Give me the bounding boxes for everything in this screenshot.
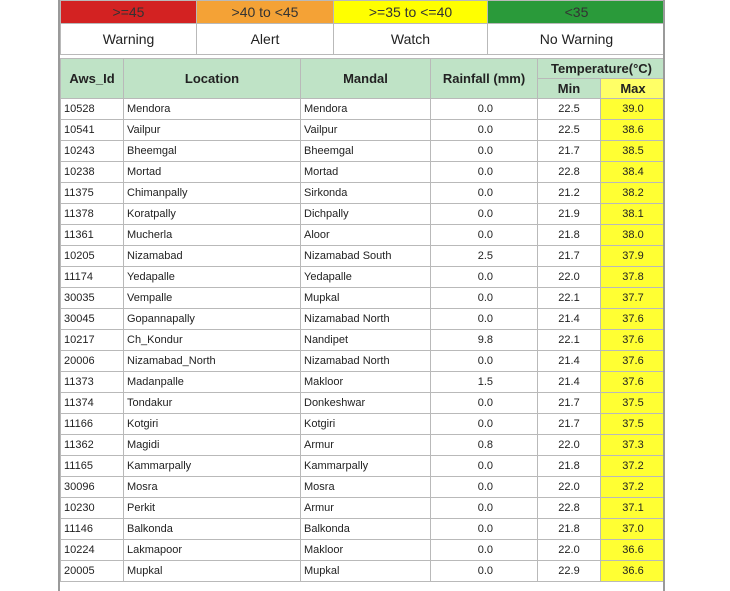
rainfall-cell: 2.5 [431,246,538,267]
min-temp-cell: 21.2 [538,183,601,204]
location-cell: Chimanpally [124,183,301,204]
legend-label-alert: Alert [197,24,334,55]
location-cell: Koratpally [124,204,301,225]
min-temp-cell: 22.0 [538,435,601,456]
mandal-cell: Nandipet [301,330,431,351]
mandal-cell: Balkonda [301,519,431,540]
min-temp-cell: 22.5 [538,99,601,120]
legend-label-warning: Warning [61,24,197,55]
min-temp-cell: 22.0 [538,267,601,288]
max-temp-cell: 37.8 [601,267,666,288]
aws-id-cell: 11375 [61,183,124,204]
min-temp-cell: 21.9 [538,204,601,225]
rainfall-cell: 0.0 [431,519,538,540]
min-temp-cell: 22.1 [538,288,601,309]
aws-id-cell: 20006 [61,351,124,372]
mandal-cell: Sirkonda [301,183,431,204]
table-row [61,561,666,582]
location-cell: Mortad [124,162,301,183]
aws-id-cell: 10205 [61,246,124,267]
location-cell: Gopannapally [124,309,301,330]
table-row [61,183,666,204]
aws-id-cell: 10217 [61,330,124,351]
location-cell: Mendora [124,99,301,120]
mandal-cell: Armur [301,435,431,456]
max-temp-cell: 37.5 [601,393,666,414]
legend-range-no-warning: <35 [488,1,666,24]
aws-id-cell: 11361 [61,225,124,246]
max-temp-cell: 37.2 [601,456,666,477]
rainfall-cell: 0.0 [431,141,538,162]
rainfall-cell: 0.0 [431,414,538,435]
aws-id-cell: 11378 [61,204,124,225]
mandal-cell: Donkeshwar [301,393,431,414]
aws-id-cell: 30096 [61,477,124,498]
mandal-cell: Mosra [301,477,431,498]
max-temp-cell: 37.2 [601,477,666,498]
max-temp-cell: 36.6 [601,561,666,582]
table-row [61,225,666,246]
table-row [61,309,666,330]
rainfall-cell: 0.0 [431,204,538,225]
rainfall-cell: 0.8 [431,435,538,456]
table-row [61,288,666,309]
table-row [61,414,666,435]
aws-id-cell: 11373 [61,372,124,393]
table-row [61,540,666,561]
table-row [61,267,666,288]
rainfall-cell: 0.0 [431,351,538,372]
column-header-aws-id: Aws_Id [61,59,124,99]
mandal-cell: Nizamabad North [301,351,431,372]
location-cell: Nizamabad [124,246,301,267]
mandal-cell: Makloor [301,372,431,393]
mandal-cell: Vailpur [301,120,431,141]
location-cell: Bheemgal [124,141,301,162]
aws-id-cell: 11165 [61,456,124,477]
column-header-max: Max [601,79,666,99]
max-temp-cell: 38.4 [601,162,666,183]
mandal-cell: Dichpally [301,204,431,225]
mandal-cell: Mupkal [301,288,431,309]
max-temp-cell: 37.6 [601,372,666,393]
location-cell: Kotgiri [124,414,301,435]
max-temp-cell: 37.6 [601,351,666,372]
rainfall-cell: 0.0 [431,393,538,414]
aws-id-cell: 11362 [61,435,124,456]
min-temp-cell: 22.5 [538,120,601,141]
max-temp-cell: 37.0 [601,519,666,540]
location-cell: Lakmapoor [124,540,301,561]
max-temp-cell: 38.1 [601,204,666,225]
aws-id-cell: 10541 [61,120,124,141]
min-temp-cell: 21.7 [538,141,601,162]
legend-label-row [61,24,666,55]
legend-range-row [61,1,666,24]
mandal-cell: Mortad [301,162,431,183]
aws-id-cell: 30045 [61,309,124,330]
table-row [61,330,666,351]
max-temp-cell: 36.6 [601,540,666,561]
max-temp-cell: 37.6 [601,309,666,330]
min-temp-cell: 21.7 [538,414,601,435]
report-table-container [58,0,665,591]
rainfall-cell: 0.0 [431,225,538,246]
table-row [61,120,666,141]
location-cell: Magidi [124,435,301,456]
location-cell: Mosra [124,477,301,498]
column-header-rainfall: Rainfall (mm) [431,59,538,99]
legend-label-watch: Watch [334,24,488,55]
rainfall-cell: 0.0 [431,99,538,120]
mandal-cell: Aloor [301,225,431,246]
aws-id-cell: 10243 [61,141,124,162]
rainfall-cell: 0.0 [431,561,538,582]
min-temp-cell: 21.8 [538,225,601,246]
table-row [61,162,666,183]
table-body [61,99,666,582]
column-header-location: Location [124,59,301,99]
table-row [61,246,666,267]
column-header-min: Min [538,79,601,99]
max-temp-cell: 37.6 [601,330,666,351]
max-temp-cell: 37.1 [601,498,666,519]
table-row [61,393,666,414]
column-header-mandal: Mandal [301,59,431,99]
aws-id-cell: 10528 [61,99,124,120]
max-temp-cell: 38.6 [601,120,666,141]
max-temp-cell: 37.3 [601,435,666,456]
max-temp-cell: 37.7 [601,288,666,309]
min-temp-cell: 21.7 [538,246,601,267]
min-temp-cell: 22.0 [538,540,601,561]
column-header-temperature: Temperature(°C) [538,59,666,79]
rainfall-cell: 0.0 [431,477,538,498]
min-temp-cell: 22.1 [538,330,601,351]
location-cell: Mupkal [124,561,301,582]
location-cell: Balkonda [124,519,301,540]
max-temp-cell: 38.2 [601,183,666,204]
mandal-cell: Makloor [301,540,431,561]
mandal-cell: Yedapalle [301,267,431,288]
location-cell: Yedapalle [124,267,301,288]
min-temp-cell: 21.4 [538,309,601,330]
legend-label-no-warning: No Warning [488,24,666,55]
location-cell: Vailpur [124,120,301,141]
min-temp-cell: 21.4 [538,372,601,393]
rainfall-cell: 0.0 [431,456,538,477]
max-temp-cell: 38.5 [601,141,666,162]
aws-id-cell: 10224 [61,540,124,561]
mandal-cell: Bheemgal [301,141,431,162]
mandal-cell: Armur [301,498,431,519]
aws-id-cell: 20005 [61,561,124,582]
rainfall-cell: 0.0 [431,120,538,141]
rainfall-cell: 0.0 [431,309,538,330]
table-row [61,435,666,456]
aws-id-cell: 11374 [61,393,124,414]
mandal-cell: Kammarpally [301,456,431,477]
location-cell: Kammarpally [124,456,301,477]
mandal-cell: Kotgiri [301,414,431,435]
rainfall-cell: 0.0 [431,540,538,561]
location-cell: Madanpalle [124,372,301,393]
table-row [61,204,666,225]
rainfall-cell: 0.0 [431,267,538,288]
min-temp-cell: 21.4 [538,351,601,372]
min-temp-cell: 22.8 [538,498,601,519]
max-temp-cell: 39.0 [601,99,666,120]
mandal-cell: Nizamabad South [301,246,431,267]
table-row [61,351,666,372]
table-row [61,519,666,540]
aws-id-cell: 11146 [61,519,124,540]
location-cell: Ch_Kondur [124,330,301,351]
aws-id-cell: 30035 [61,288,124,309]
table-row [61,456,666,477]
max-temp-cell: 37.5 [601,414,666,435]
table-row [61,99,666,120]
rainfall-cell: 0.0 [431,498,538,519]
aws-id-cell: 10238 [61,162,124,183]
rainfall-cell: 0.0 [431,183,538,204]
rainfall-cell: 1.5 [431,372,538,393]
mandal-cell: Mupkal [301,561,431,582]
min-temp-cell: 21.7 [538,393,601,414]
rainfall-cell: 0.0 [431,288,538,309]
min-temp-cell: 22.9 [538,561,601,582]
legend-table [60,0,665,58]
location-cell: Mucherla [124,225,301,246]
aws-id-cell: 10230 [61,498,124,519]
table-row [61,477,666,498]
table-row [61,141,666,162]
aws-id-cell: 11166 [61,414,124,435]
legend-range-alert: >40 to <45 [197,1,334,24]
min-temp-cell: 22.8 [538,162,601,183]
location-cell: Tondakur [124,393,301,414]
min-temp-cell: 21.8 [538,519,601,540]
legend-range-watch: >=35 to <=40 [334,1,488,24]
mandal-cell: Mendora [301,99,431,120]
table-row [61,498,666,519]
legend-range-warning: >=45 [61,1,197,24]
rainfall-cell: 9.8 [431,330,538,351]
max-temp-cell: 37.9 [601,246,666,267]
rainfall-cell: 0.0 [431,162,538,183]
temperature-data-table [60,58,665,582]
location-cell: Vempalle [124,288,301,309]
location-cell: Perkit [124,498,301,519]
aws-id-cell: 11174 [61,267,124,288]
table-row [61,372,666,393]
mandal-cell: Nizamabad North [301,309,431,330]
min-temp-cell: 22.0 [538,477,601,498]
location-cell: Nizamabad_North [124,351,301,372]
min-temp-cell: 21.8 [538,456,601,477]
max-temp-cell: 38.0 [601,225,666,246]
